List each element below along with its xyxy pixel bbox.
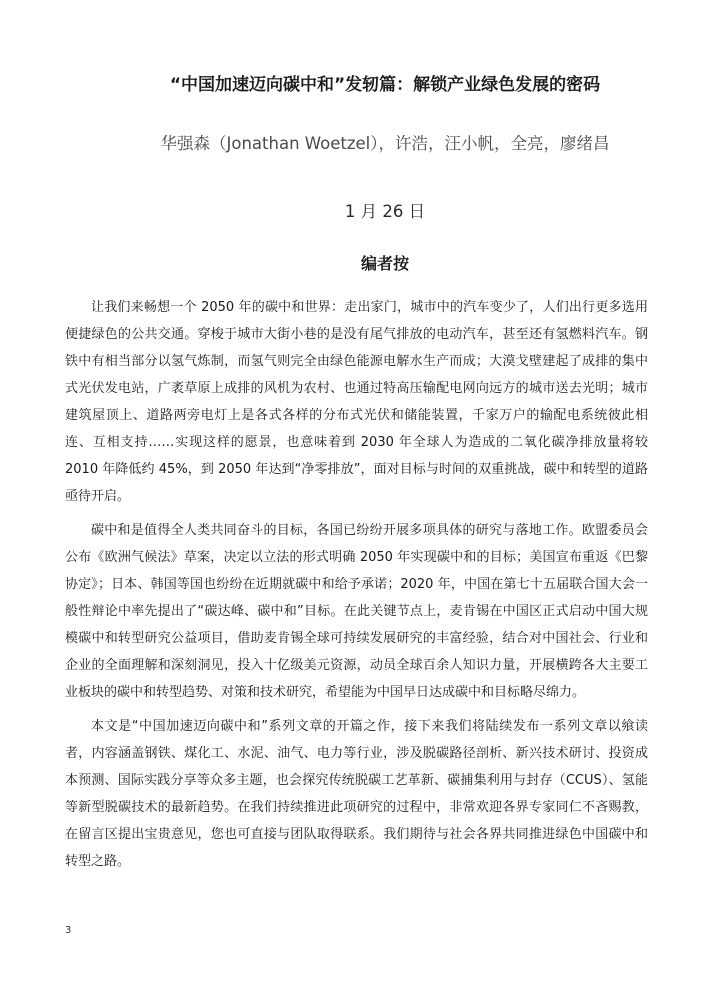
section-heading: 编者按	[360, 254, 409, 273]
author-line: 华强森（Jonathan Woetzel），许浩，汪小帆，全亮，廖绪昌	[160, 134, 610, 153]
article-body	[65, 294, 648, 882]
article-title: “中国加速迈向碳中和”发轫篇：解锁产业绿色发展的密码	[169, 75, 601, 95]
paragraph: 本文是“中国加速迈向碳中和”系列文章的开篇之作，接下来我们将陆续发布一系列文章以飨读者，内容涵盖钢铁、煤化工、水泥、油气、电力等行业，涉及脱碳路径剖析、新兴技术研讨、投资成本预测、国际实践分享等众多主题，也会探究传统脱碳工艺革新、碳捕集利用与封存（CCUS）、氢能等新型脱碳技术的最新趋势。在我们持续推进此项研究的过程中，非常欢迎各界专家同仁不吝赐教，在留言区提出宝贵意见，您也可直接与团队取得联系。我们期待与社会各界共同推进绿色中国碳中和转型之路。	[65, 719, 648, 869]
publish-date: 1 月 26 日	[344, 202, 426, 221]
paragraph: 碳中和是值得全人类共同奋斗的目标，各国已纷纷开展多项具体的研究与落地工作。欧盟委员会公布《欧洲气候法》草案，决定以立法的形式明确 2050 年实现碳中和的目标；美国宣布重返《巴黎协定》；日本、韩国等国也纷纷在近期就碳中和给予承诺；2020 年，中国在第七十五届联合国大会一般性辩论中率先提出了“碳达峰、碳中和”目标。在此关键节点上，麦肯锡在中国区正式启动中国大规模碳中和转型研究公益项目，借助麦肯锡全球可持续发展研究的丰富经验，结合对中国社会、行业和企业的全面理解和深刻洞见，投入十亿级美元资源，动员全球百余人知识力量，开展横跨各大主要工业板块的碳中和转型趋势、对策和技术研究，希望能为中国早日达成碳中和目标略尽绵力。	[65, 523, 648, 700]
page-number: 3	[65, 925, 72, 936]
paragraph: 让我们来畅想一个 2050 年的碳中和世界：走出家门，城市中的汽车变少了，人们出行更多选用便捷绿色的公共交通。穿梭于城市大街小巷的是没有尾气排放的电动汽车，甚至还有氢燃料汽车。钢铁中有相当部分以氢气炼制，而氢气则完全由绿色能源电解水生产而成；大漠戈壁建起了成排的集中式光伏发电站，广袤草原上成排的风机为农村、也通过特高压输配电网向远方的城市送去光明；城市建筑屋顶上、道路两旁电灯上是各式各样的分布式光伏和储能装置，千家万户的输配电系统彼此相连、互相支持……实现这样的愿景，也意味着到 2030 年全球人为造成的二氧化碳净排放量将较 2010 年降低约 45%，到 2050 年达到“净零排放”，面对目标与时间的双重挑战，碳中和转型的道路亟待开启。	[65, 300, 648, 504]
